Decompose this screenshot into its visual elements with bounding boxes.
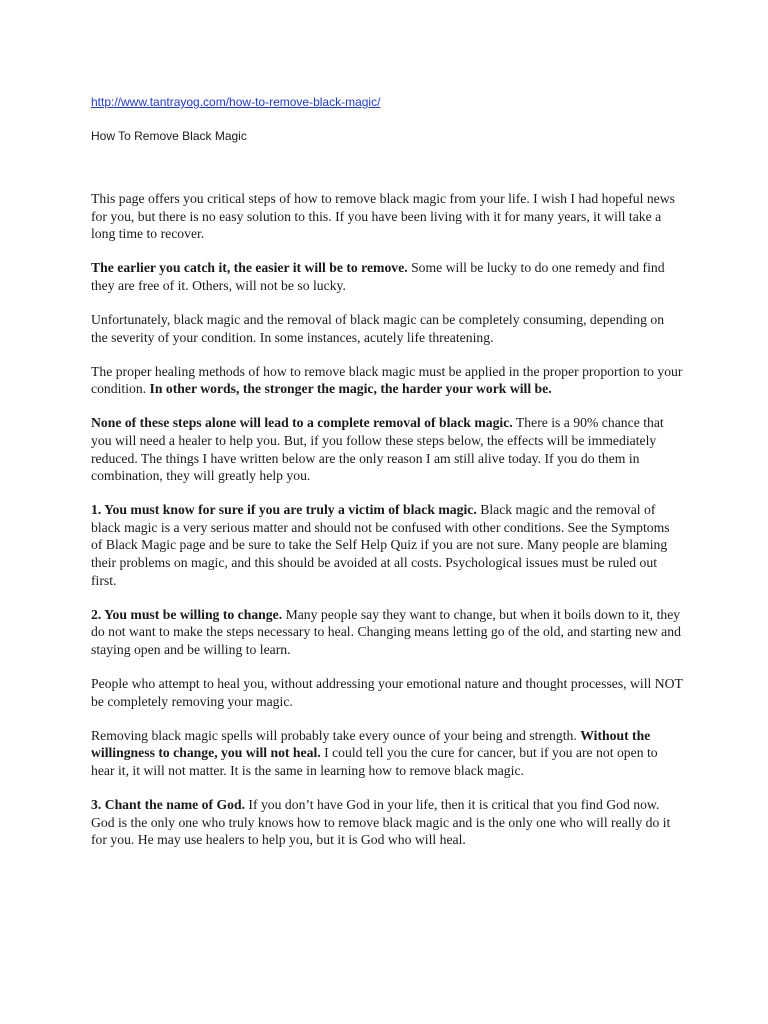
source-url-link[interactable]: http://www.tantrayog.com/how-to-remove-black-magic/ [91,95,381,109]
paragraph: This page offers you critical steps of how to remove black magic from your life. I wish I had hopeful news for you, but there is no easy solution to this. If you have been living with it for many years, it will take a long time to recover. [91,191,675,242]
paragraph: 1. You must know for sure if you are truly a victim of black magic. Black magic and the removal of black magic is a very serious matter and should not be confused with other conditions. See the Symptoms of Black Magic page and be sure to take the Self Help Quiz if you are not sure. Many people are blaming their problems on magic, and this should be avoided at all costs. Psychological issues must be ruled out first. [91,502,670,588]
paragraph: None of these steps alone will lead to a complete removal of black magic. There is a 90% chance that you will need a healer to help you. But, if you follow these steps below, the effects will be immediately reduced. The things I have written below are the only reason I am still alive today. If you do them in combination, they will greatly help you. [91,415,664,484]
paragraph: 3. Chant the name of God. If you don’t have God in your life, then it is critical that you find God now. God is the only one who truly knows how to remove black magic and is the only one who will really do it for you. He may use healers to help you, but it is God who will heal. [91,796,671,848]
paragraph: The earlier you catch it, the easier it will be to remove. Some will be lucky to do one remedy and find they are free of it. Others, will not be so lucky. [91,260,665,293]
document-title: How To Remove Black Magic [91,129,247,143]
paragraph: The proper healing methods of how to remove black magic must be applied in the proper proportion to your condition. In other words, the stronger the magic, the harder your work will be. [91,363,683,397]
paragraph: Removing black magic spells will probably take every ounce of your being and strength. Without the willingness to change, you will not heal. I could tell you the cure for cancer, but if you are not open to hear it, it will not matter. It is the same in learning how to remove black magic. [91,727,658,778]
paragraph: Unfortunately, black magic and the removal of black magic can be completely consuming, depending on the severity of your condition. In some instances, acutely life threatening. [91,311,665,345]
paragraph: 2. You must be willing to change. Many people say they want to change, but when it boils down to it, they do not want to make the steps necessary to heal. Changing means letting go of the old, and starting new and staying open and be willing to learn. [91,606,681,657]
document-body [91,190,683,865]
paragraph: People who attempt to heal you, without addressing your emotional nature and thought processes, will NOT be completely removing your magic. [91,675,683,709]
